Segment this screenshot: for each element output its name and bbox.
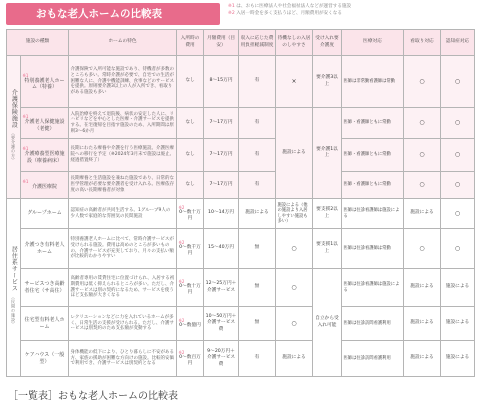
table-row: 居住系サービス （民間の施設） グループホーム 認知症の高齢者が共同生活する。1グループ9人の少人数で家庭的な雰囲気の民間施設 ※2 0〜数十万円 10〜14万円 施設による 施設による（他の施設より入居しやすい施設も多い） 要支援2以上 医師は往診看護師は施設による 施設による ○ <box>7 199 475 229</box>
reduction: 有 <box>239 139 276 172</box>
wait: ○ <box>276 269 313 307</box>
note-mark-1: ※1 <box>228 4 235 9</box>
group-public-sub: （要介護の方） <box>11 130 17 163</box>
medical: 医師は非常勤看護師は常勤 <box>342 56 404 108</box>
note-1: は、おもに医療法人や社会福祉法人などが運営する施設 <box>236 4 352 9</box>
dementia: 施設による <box>441 341 475 377</box>
mitori: 施設による <box>404 307 441 341</box>
facility-type: 介護医療院 <box>32 184 58 191</box>
medical: 医師は往診訪問看護利用 <box>342 307 404 341</box>
reduction: 無 <box>239 307 276 341</box>
header-type: 施設の種類 <box>7 30 69 56</box>
monthly-cost: 12〜25万円＋介護サービス <box>204 269 239 307</box>
table-row: ※1 介護療養型医療施設（療養病床） 長期にわたる療養や介護を行う医療施設。介護医療院への移行を予定（※2024年3月末で施設は廃止、経過措置終了） なし 7〜17万円 有 医師・看護師ともに常勤 ○ ○ <box>7 139 475 172</box>
dementia: 施設による <box>441 269 475 307</box>
facility-type: 介護療養型医療施設（療養病床） <box>24 151 65 164</box>
mitori: ○ <box>404 229 441 269</box>
mitori: 施設による <box>404 341 441 377</box>
wait: 施設による（他の施設より入居しやすい施設も多い） <box>276 199 313 229</box>
dementia: ○ <box>441 139 475 172</box>
facility-type: グループホーム <box>21 199 69 229</box>
mitori: ○ <box>404 172 441 199</box>
facility-type: 住宅型有料老人ホーム <box>21 307 69 341</box>
table-row: 介護保険施設 （要介護の方） ※1 特別養護老人ホーム（特養） 介護保険で入所可能な施設であり、待機者が多数のところも多い。常時介護が必要で、自宅での生活が困難な人に、介護や機能訓練、食事などのサービスを提供。原則要介護3以上の人が入所でき、看取りがある施設も多い なし 8〜15万円 有 × 要介護3以上 医師は非常勤看護師は常勤 ○ ○ <box>7 56 475 108</box>
care-level: 要介護3以上 <box>313 56 342 108</box>
dementia: ○ <box>441 199 475 229</box>
reduction: 有 <box>239 172 276 199</box>
table-row: 住宅型有料老人ホーム レクリエーションなどに力を入れているホームが多く、日常生活の支援が受けられる。ただし、介護サービスは別契約のため支払額が変動する ※2 0〜数億円 10〜50万円＋介護サービス費 無 ○ 医師は往診訪問看護利用 施設による 施設による <box>7 307 475 341</box>
entry-cost: 0〜数千万円 <box>179 245 201 257</box>
dementia: ○ <box>441 172 475 199</box>
dementia: ○ <box>441 108 475 139</box>
facility-type: 介護つき有料老人ホーム <box>21 229 69 269</box>
group-private <box>7 199 21 377</box>
table-row: ※1 介護医療院 長期療養と生活施設を兼ねた施設であり、日常的な医学管理が必要な要介護者を受け入れる。医療依存度の高い長期療養者が対象 なし 7〜17万円 有 医師・看護師ともに常勤 ○ ○ <box>7 172 475 199</box>
monthly-cost: 15〜40万円 <box>204 229 239 269</box>
legend-notes <box>228 3 351 17</box>
entry-cost: なし <box>177 56 204 108</box>
facility-type: ケアハウス（一般型） <box>21 341 69 377</box>
group-public <box>7 56 21 199</box>
header-entry: 入所時の費用 <box>177 30 204 56</box>
medical: 医師・看護師ともに常勤 <box>342 172 404 199</box>
wait: 施設による <box>276 341 313 377</box>
wait: × <box>276 56 313 108</box>
mitori: 施設による <box>404 269 441 307</box>
medical: 医師は往診看護師は施設による <box>342 199 404 229</box>
note-2: 入居一時金を多く支払うほど、月額費用が安くなる <box>236 11 342 16</box>
table-row: サービスつき高齢者住宅（サ高住） 高齢者専用の賃貸住宅に位置づけられ、入居する初期費用は低く抑えられるところが多い。ただし、介護サービスは別の契約になるため、サービスを使うほど支払額が大きくなる ※2 0〜数十万円 12〜25万円＋介護サービス 無 ○ 自立から受入れ可能 医師は往診看護師は施設による 施設による 施設による <box>7 269 475 307</box>
medical: 医師・看護師ともに常勤 <box>342 108 404 139</box>
monthly-cost: 10〜50万円＋介護サービス費 <box>204 307 239 341</box>
care-level: 要支援2以上 <box>313 199 342 229</box>
monthly-cost: 7〜17万円 <box>204 172 239 199</box>
facility-feature: 入院治療を終えて退院後、病状の安定した人に、リハビリなどを中心とした医療・介護サービスを提供する。在宅復帰を目指す施設のため、入所期間は原則3〜6か月 <box>69 108 177 139</box>
header-wait: 待機なしの入居のしやすさ <box>276 30 313 56</box>
wait: 施設による <box>276 108 313 199</box>
figure-caption: ［一覧表］おもな老人ホームの比較表 <box>8 391 178 402</box>
group-private-label: 居住系サービス <box>10 246 18 292</box>
comparison-table <box>6 29 475 377</box>
mitori: ○ <box>404 108 441 139</box>
facility-type: サービスつき高齢者住宅（サ高住） <box>21 269 69 307</box>
entry-cost: なし <box>177 172 204 199</box>
header-medical: 医療対応 <box>342 30 404 56</box>
dementia: ○ <box>441 56 475 108</box>
mitori: ○ <box>404 139 441 172</box>
medical: 医師・看護師ともに常勤 <box>342 139 404 172</box>
facility-type: 特別養護老人ホーム（特養） <box>24 77 65 91</box>
header-mitori: 看取り対応 <box>404 30 441 56</box>
table-row: 介護つき有料老人ホーム 特別養護老人ホームに比べて、常時介護サービスが受けられる施設。費用は高めのところが多いものの、介護サービスが充実しており、月々の支払い額が比較的わかりやすい ※2 0〜数千万円 15〜40万円 無 ○ 要支援1以上 医師は往診看護師は常勤 ○ ○ <box>7 229 475 269</box>
care-level: 要介護1以上 <box>313 108 342 199</box>
reduction: 無 <box>239 269 276 307</box>
care-level: 自立から受入れ可能 <box>313 269 342 377</box>
wait: ○ <box>276 307 313 341</box>
facility-feature: 特別養護老人ホームに比べて、常時介護サービスが受けられる施設。費用は高めのところが多いものの、介護サービスが充実しており、月々の支払い額が比較的わかりやすい <box>69 229 177 269</box>
header-monthly: 月額費用（目安） <box>204 30 239 56</box>
medical: 医師は往診看護師は常勤 <box>342 229 404 269</box>
note-mark-2: ※2 <box>228 11 235 16</box>
table-header-row <box>7 30 475 56</box>
page-title: おもな老人ホームの比較表 <box>6 3 220 25</box>
header-reduction: 収入に応じた費用負担軽減制度 <box>239 30 276 56</box>
header-feature: ホームの特色 <box>69 30 177 56</box>
reduction: 施設による <box>239 199 276 229</box>
reduction: 有 <box>239 56 276 108</box>
entry-cost: なし <box>177 108 204 139</box>
table-row: ※1 介護老人保健施設（老健） 入院治療を終えて退院後、病状の安定した人に、リハビリなどを中心とした医療・介護サービスを提供する。在宅復帰を目指す施設のため、入所期間は原則3〜6か月 なし 7〜17万円 有 施設による 要介護1以上 医師・看護師ともに常勤 ○ ○ <box>7 108 475 139</box>
header-care: 受け入れ要介護度 <box>313 30 342 56</box>
facility-feature: レクリエーションなどに力を入れているホームが多く、日常生活の支援が受けられる。ただし、介護サービスは別契約のため支払額が変動する <box>69 307 177 341</box>
facility-type: 介護老人保健施設（老健） <box>24 119 65 132</box>
table-row: ケアハウス（一般型） 身体機能の低下により、ひとり暮らしに不安がある方、家族の援助が困難な方向けの施設。比較的安価で利用でき、介護サービスは別契約となる ※2 0〜数百万円 9〜20万円＋介護サービス費 有 施設による 医師は往診訪問看護利用 施設による 施設による <box>7 341 475 377</box>
entry-cost: なし <box>177 139 204 172</box>
monthly-cost: 8〜15万円 <box>204 56 239 108</box>
facility-feature: 身体機能の低下により、ひとり暮らしに不安がある方、家族の援助が困難な方向けの施設。比較的安価で利用でき、介護サービスは別契約となる <box>69 341 177 377</box>
wait: ○ <box>276 229 313 269</box>
dementia: ○ <box>441 229 475 269</box>
mitori: ○ <box>404 56 441 108</box>
entry-cost: 0〜数百万円 <box>179 355 201 367</box>
header-dementia: 認知症対応 <box>441 30 475 56</box>
monthly-cost: 7〜17万円 <box>204 108 239 139</box>
reduction: 無 <box>239 229 276 269</box>
entry-cost: 0〜数億円 <box>179 323 201 329</box>
facility-feature: 長期にわたる療養や介護を行う医療施設。介護医療院への移行を予定（※2024年3月末で施設は廃止、経過措置終了） <box>69 139 177 172</box>
monthly-cost: 7〜17万円 <box>204 139 239 172</box>
reduction: 有 <box>239 108 276 139</box>
care-level: 要支援1以上 <box>313 229 342 269</box>
medical: 医師は往診看護師は施設による <box>342 269 404 307</box>
facility-feature: 高齢者専用の賃貸住宅に位置づけられ、入居する初期費用は低く抑えられるところが多い。ただし、介護サービスは別の契約になるため、サービスを使うほど支払額が大きくなる <box>69 269 177 307</box>
dementia: 施設による <box>441 307 475 341</box>
entry-cost: 0〜数十万円 <box>179 284 201 296</box>
group-private-sub: （民間の施設） <box>11 294 17 326</box>
medical: 医師は往診訪問看護利用 <box>342 341 404 377</box>
reduction: 有 <box>239 341 276 377</box>
monthly-cost: 9〜20万円＋介護サービス費 <box>204 341 239 377</box>
facility-feature: 介護保険で入所可能な施設であり、待機者が多数のところも多い。常時介護が必要で、自宅での生活が困難な人に、介護や機能訓練、食事などのサービスを提供。原則要介護3以上の人が入所でき、看取りがある施設も多い <box>69 56 177 108</box>
facility-feature: 認知症の高齢者が共同生活する。1グループ9人の少人数で家庭的な雰囲気の民間施設 <box>69 199 177 229</box>
entry-cost: 0〜数十万円 <box>179 210 201 222</box>
facility-feature: 長期療養と生活施設を兼ねた施設であり、日常的な医学管理が必要な要介護者を受け入れる。医療依存度の高い長期療養者が対象 <box>69 172 177 199</box>
monthly-cost: 10〜14万円 <box>204 199 239 229</box>
mitori: 施設による <box>404 199 441 229</box>
group-public-label: 介護保険施設 <box>10 89 18 129</box>
